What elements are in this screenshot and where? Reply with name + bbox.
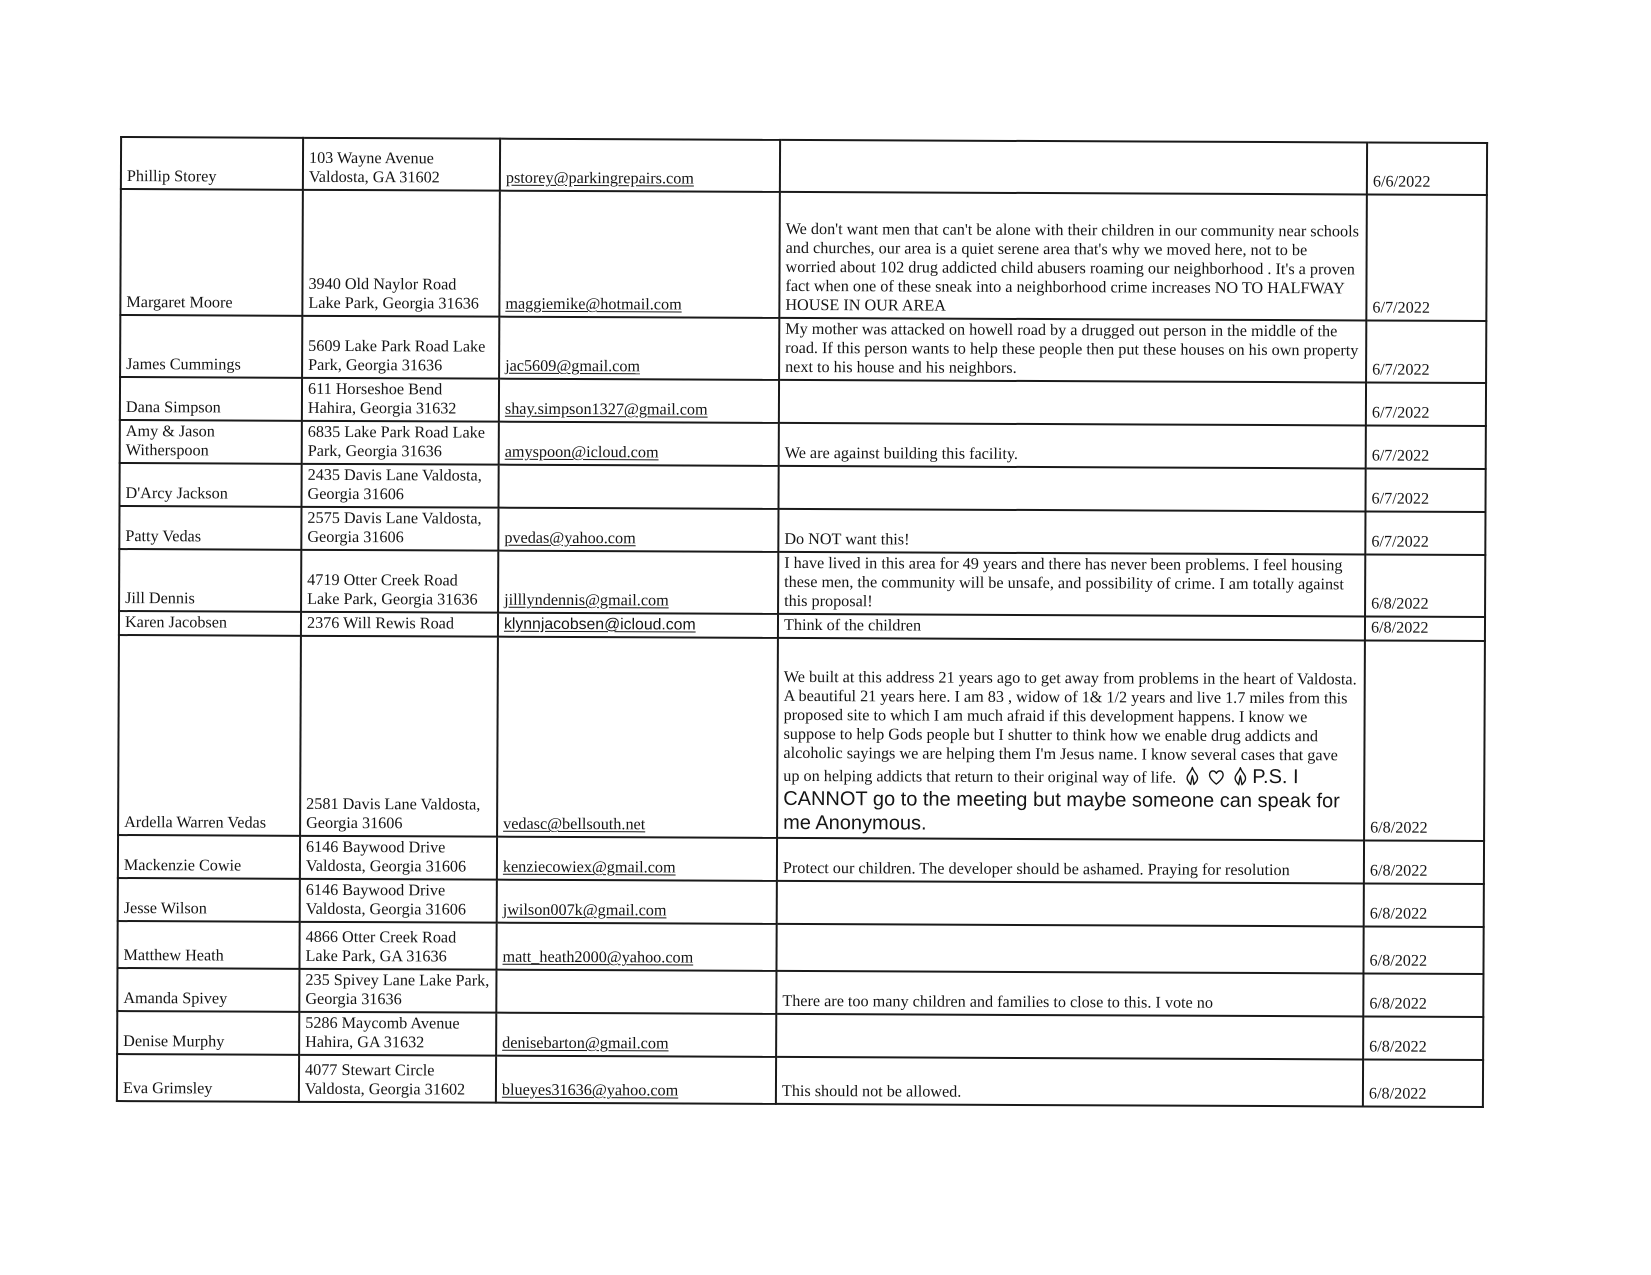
table-row — [120, 377, 1486, 426]
table-row — [117, 921, 1483, 974]
comment-cell — [779, 380, 1366, 425]
email-text: amyspoon@icloud.com — [504, 442, 659, 462]
address-cell: 2575 Davis Lane Valdosta, Georgia 31606 — [301, 507, 498, 551]
email-cell — [499, 317, 779, 380]
name-cell: Patty Vedas — [119, 506, 301, 550]
email-text: maggiemike@hotmail.com — [505, 294, 682, 314]
table-row — [118, 835, 1484, 884]
address-cell: 2581 Davis Lane Valdosta, Georgia 31606 — [300, 636, 498, 837]
comment-cell: I have lived in this area for 49 years and there has never been problems. I feel housing these men, the community will be unsafe, and possibility of crime. I am totally against this proposal! — [778, 552, 1365, 617]
praying-hands-icon — [1180, 769, 1204, 787]
table-row — [117, 1011, 1483, 1060]
comment-postscript-text: P.S. I CANNOT go to the meeting but maybe someone can speak for me Anonymous. — [783, 766, 1340, 835]
comment-cell — [777, 638, 1365, 841]
date-cell: 6/8/2022 — [1363, 973, 1483, 1016]
comment-cell: Think of the children — [778, 614, 1365, 641]
email-text: blueyes31636@yahoo.com — [501, 1080, 679, 1100]
name-cell: Karen Jacobsen — [119, 611, 301, 636]
email-text: shay.simpson1327@gmail.com — [504, 399, 708, 419]
email-cell — [497, 880, 777, 924]
date-cell: 6/7/2022 — [1365, 511, 1485, 554]
name-cell: D'Arcy Jackson — [120, 463, 302, 507]
table-row — [118, 635, 1485, 841]
table-row — [117, 968, 1483, 1017]
address-cell: 2376 Will Rewis Road — [301, 611, 498, 636]
name-cell: Matthew Heath — [117, 921, 299, 969]
date-cell: 6/6/2022 — [1367, 142, 1487, 195]
comment-cell: We don't want men that can't be alone with their children in our community near schools and churches, our area is a quiet serene area that's why we moved here, not to be worried about 102 drug addicted child abusers roaming our neighborhood . It's a proven fact when one of these sneak into a neighborhood crime increases NO TO HALFWAY HOUSE IN OUR AREA — [779, 192, 1367, 321]
email-cell — [498, 612, 778, 638]
email-text: pstorey@parkingrepairs.com — [505, 168, 694, 188]
email-cell — [496, 970, 776, 1014]
date-cell: 6/7/2022 — [1366, 382, 1486, 425]
email-cell — [499, 379, 779, 423]
comment-cell: This should not be allowed. — [776, 1057, 1363, 1107]
email-cell — [496, 1013, 776, 1057]
heart-icon — [1204, 769, 1228, 787]
address-cell: 5286 Maycomb Avenue Hahira, GA 31632 — [299, 1012, 496, 1056]
email-text: kenziecowiex@gmail.com — [502, 857, 676, 877]
table-row — [119, 549, 1485, 617]
comment-cell — [777, 881, 1364, 926]
praying-hands-icon — [1228, 769, 1252, 787]
email-text: denisebarton@gmail.com — [502, 1033, 669, 1053]
email-cell — [498, 464, 778, 508]
address-cell: 6146 Baywood Drive Valdosta, Georgia 31606 — [300, 836, 497, 880]
email-cell — [498, 550, 778, 613]
address-cell: 611 Horseshoe Bend Hahira, Georgia 31632 — [302, 378, 499, 422]
comment-cell — [776, 1014, 1363, 1060]
name-cell: Amanda Spivey — [117, 968, 299, 1012]
address-cell: 6146 Baywood Drive Valdosta, Georgia 31606 — [300, 879, 497, 923]
comment-cell — [776, 924, 1363, 974]
table-row — [118, 878, 1484, 927]
address-cell: 6835 Lake Park Road Lake Park, Georgia 31636 — [302, 421, 499, 465]
name-cell: James Cummings — [120, 315, 302, 378]
name-cell: Jesse Wilson — [118, 878, 300, 922]
table-row — [120, 420, 1486, 469]
date-cell: 6/8/2022 — [1363, 1016, 1483, 1060]
email-cell — [496, 923, 776, 971]
address-cell: 5609 Lake Park Road Lake Park, Georgia 31636 — [302, 316, 499, 379]
comment-cell — [778, 466, 1365, 511]
table-row — [120, 463, 1486, 512]
email-cell — [500, 139, 780, 192]
table-row — [119, 506, 1485, 555]
email-text: jilllyndennis@gmail.com — [504, 590, 669, 610]
name-cell: Jill Dennis — [119, 549, 301, 612]
date-cell: 6/8/2022 — [1364, 641, 1485, 842]
email-text: vedasc@bellsouth.net — [503, 814, 646, 834]
name-cell: Ardella Warren Vedas — [118, 635, 301, 836]
email-text: pvedas@yahoo.com — [504, 528, 636, 547]
comment-cell: Protect our children. The developer should be ashamed. Praying for resolution — [777, 838, 1364, 884]
email-text: matt_heath2000@yahoo.com — [502, 947, 694, 967]
name-cell: Denise Murphy — [117, 1011, 299, 1055]
email-cell — [497, 637, 778, 838]
date-cell: 6/7/2022 — [1366, 425, 1486, 468]
petition-table — [116, 136, 1488, 1108]
table-row — [121, 137, 1487, 195]
table-row — [117, 1054, 1483, 1107]
date-cell: 6/8/2022 — [1363, 1059, 1483, 1107]
address-cell: 4719 Otter Creek Road Lake Park, Georgia 31636 — [301, 549, 498, 612]
table-row — [120, 315, 1486, 383]
email-cell — [496, 1056, 776, 1104]
date-cell: 6/8/2022 — [1363, 926, 1483, 974]
comment-cell: There are too many children and families to close to this. I vote no — [776, 971, 1363, 1016]
date-cell: 6/8/2022 — [1364, 841, 1484, 885]
address-cell: 2435 Davis Lane Valdosta, Georgia 31606 — [301, 464, 498, 508]
name-cell: Dana Simpson — [120, 377, 302, 421]
email-cell — [497, 837, 777, 881]
name-cell: Margaret Moore — [120, 189, 303, 316]
address-cell: 4866 Otter Creek Road Lake Park, GA 31636 — [299, 922, 496, 970]
date-cell: 6/7/2022 — [1366, 320, 1486, 383]
comment-cell — [780, 140, 1367, 195]
email-cell — [498, 507, 778, 551]
date-cell: 6/7/2022 — [1365, 468, 1485, 511]
comment-cell: Do NOT want this! — [778, 509, 1365, 554]
name-cell: Amy & Jason Witherspoon — [120, 420, 302, 464]
email-text: jwilson007k@gmail.com — [502, 900, 667, 920]
date-cell: 6/7/2022 — [1366, 194, 1487, 321]
name-cell: Phillip Storey — [121, 137, 303, 190]
address-cell: 103 Wayne Avenue Valdosta, GA 31602 — [303, 138, 500, 191]
email-text: jac5609@gmail.com — [505, 356, 641, 376]
table-row — [120, 189, 1487, 321]
comment-cell: We are against building this facility. — [779, 423, 1366, 468]
date-cell: 6/8/2022 — [1364, 884, 1484, 927]
name-cell: Eva Grimsley — [117, 1054, 299, 1102]
name-cell: Mackenzie Cowie — [118, 835, 300, 879]
email-cell — [499, 422, 779, 466]
address-cell: 235 Spivey Lane Lake Park, Georgia 31636 — [299, 969, 496, 1013]
date-cell: 6/8/2022 — [1365, 554, 1485, 617]
address-cell: 4077 Stewart Circle Valdosta, Georgia 31602 — [299, 1055, 496, 1103]
address-cell: 3940 Old Naylor Road Lake Park, Georgia 31636 — [302, 190, 500, 317]
comment-cell: My mother was attacked on howell road by a drugged out person in the middle of the road. If this person wants to help these people then put these houses on his own property next to his house and his neighbors. — [779, 318, 1366, 383]
comment-text: We built at this address 21 years ago to get away from problems in the heart of Valdosta. A beautiful 21 years here. I am 83 , widow of 1& 1/2 years and live 1.7 miles from this proposed site to which I am much afraid if this development happens. I know we suppose to help Gods people but I shutter to think how we enable drug addicts and alcoholic sayings we are helping them I'm Jesus name. I know several cases that gave up on helping addicts that return to their original way of life. — [783, 668, 1357, 787]
email-text: klynnjacobsen@icloud.com — [503, 615, 696, 634]
scanned-page — [116, 136, 1486, 1108]
date-cell: 6/8/2022 — [1365, 616, 1485, 641]
email-cell — [499, 191, 780, 318]
